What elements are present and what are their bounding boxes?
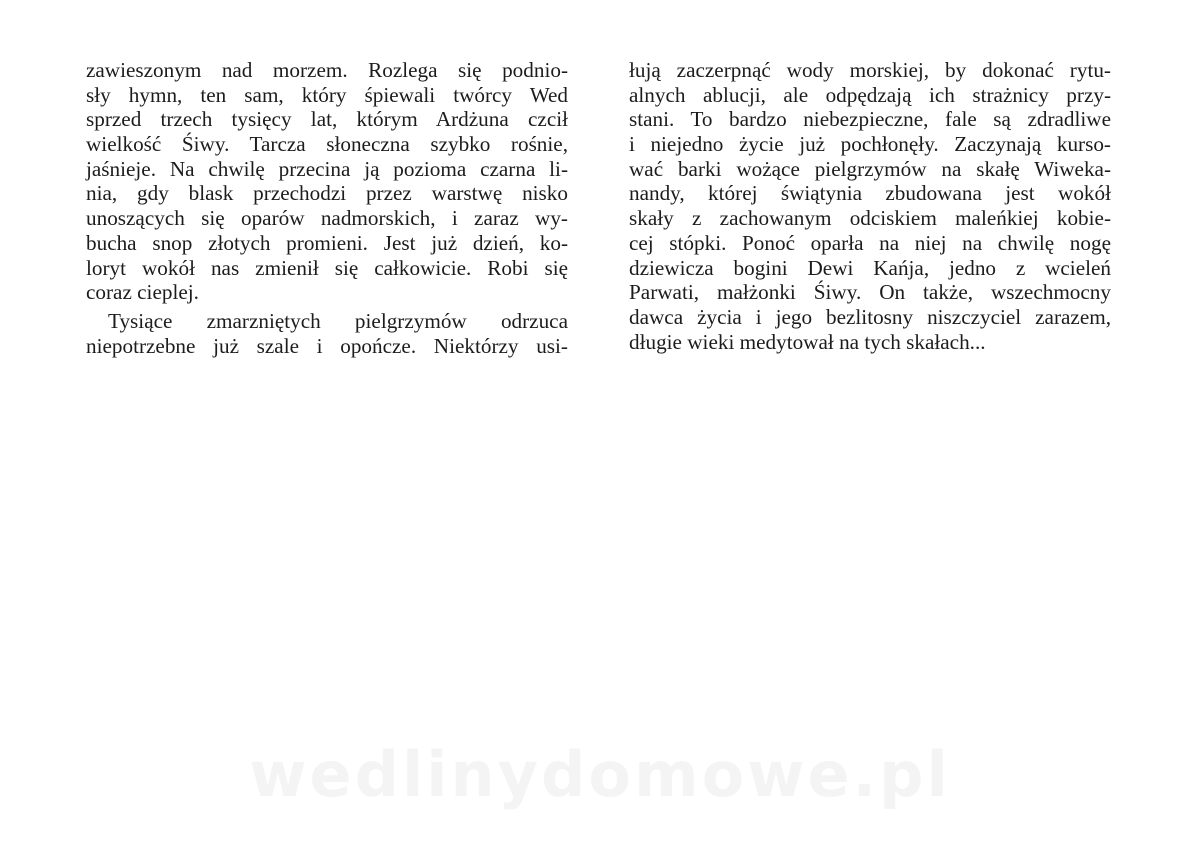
text-line: Parwati, małżonki Śiwy. On także, wszechmocny [629,280,1111,305]
text-line: Tysiące zmarzniętych pielgrzymów odrzuca [108,308,568,333]
text-line: sły hymn, ten sam, który śpiewali twórcy Wed [86,82,568,107]
text-line: unoszących się oparów nadmorskich, i zaraz wy- [86,206,568,231]
right-paragraph-1 [629,58,1111,354]
text-line: dziewicza bogini Dewi Kańja, jedno z wcieleń [629,255,1111,280]
text-line: niepotrzebne już szale i opończe. Niektórzy usi- [86,333,568,358]
text-line: bucha snop złotych promieni. Jest już dzień, ko- [86,230,568,255]
right-text-column [629,58,1111,354]
text-line: jaśnieje. Na chwilę przecina ją pozioma czarna li- [86,156,568,181]
text-line: łują zaczerpnąć wody morskiej, by dokonać rytu- [629,58,1111,82]
text-line: alnych ablucji, ale odpędzają ich strażnicy przy- [629,82,1111,107]
text-line: loryt wokół nas zmienił się całkowicie. Robi się [86,255,568,280]
text-line: nandy, której świątynia zbudowana jest wokół [629,181,1111,206]
watermark: wedlinydomowe.pl [249,738,951,811]
text-line: wielkość Śiwy. Tarcza słoneczna szybko rośnie, [86,132,568,157]
left-paragraph-1 [86,58,568,305]
text-line: i niejedno życie już pochłonęły. Zaczynają kurso- [629,132,1111,157]
text-line: zawieszonym nad morzem. Rozlega się podnio- [86,58,568,82]
text-line: cej stópki. Ponoć oparła na niej na chwilę nogę [629,230,1111,255]
text-line: wać barki wożące pielgrzymów na skałę Wiweka- [629,156,1111,181]
text-line: dawca życia i jego bezlitosny niszczyciel zarazem, [629,304,1111,329]
text-line: nia, gdy blask przechodzi przez warstwę nisko [86,181,568,206]
left-paragraph-2 [86,309,568,358]
text-line: stani. To bardzo niebezpieczne, fale są zdradliwe [629,107,1111,132]
text-line: coraz cieplej. [86,280,199,305]
text-line: sprzed trzech tysięcy lat, którym Ardżuna czcił [86,107,568,132]
text-line: długie wieki medytował na tych skałach... [629,329,986,354]
left-text-column [86,58,568,358]
text-line: skały z zachowanym odciskiem maleńkiej kobie- [629,206,1111,231]
